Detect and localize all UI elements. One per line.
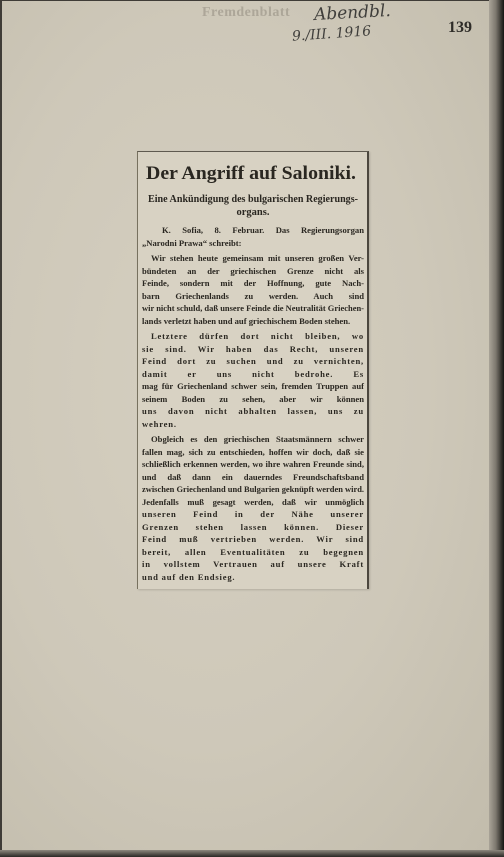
article-line-text: Wir stehen heute gemeinsam mit unseren großen Ver- — [151, 253, 364, 263]
article-line-text: mag für Griechenland schwer sein, fremden Truppen auf — [142, 381, 364, 391]
article-line — [142, 496, 364, 509]
article-line — [142, 302, 364, 315]
article-subtitle-line — [148, 193, 358, 206]
article-line — [142, 458, 364, 471]
article-line — [142, 330, 364, 343]
article-line — [142, 558, 364, 571]
scan-edge-right — [489, 0, 504, 857]
article-line — [142, 237, 364, 250]
archive-page — [2, 1, 489, 850]
article-line-text: bereit, allen Eventualitäten zu begegnen — [142, 546, 364, 557]
page-number: 139 — [448, 19, 472, 36]
article-subtitle — [148, 193, 358, 219]
article-title-line — [146, 162, 356, 186]
article-line-text: Feind dort zu suchen und zu vernichten, — [142, 356, 364, 366]
article-paragraph — [142, 433, 364, 583]
article-line-text: und auf den Endsieg. — [142, 571, 236, 582]
article-subtitle-line — [148, 206, 358, 219]
article-line — [142, 380, 364, 393]
handwritten-edition-note: Abendbl. — [313, 1, 392, 25]
article-line — [142, 418, 364, 431]
article-line — [142, 446, 364, 459]
article-line — [142, 546, 364, 559]
article-line-text: damit er uns nicht bedrohe. Es — [142, 368, 364, 379]
article-line-text: seinem Boden zu sehen, aber wir können — [142, 393, 364, 404]
article-line — [142, 433, 364, 446]
scan-edge-bottom — [0, 850, 504, 857]
article-line-text: Obgleich es den griechischen Staatsmännern schwer — [151, 434, 364, 444]
article-line-text: wir nicht schuld, daß unsere Feinde die Neutralität Griechen- — [142, 303, 364, 313]
article-line-text: wehren. — [142, 418, 177, 429]
article-line-text: unseren Feind in der Nähe unserer — [142, 509, 364, 519]
article-paragraph — [142, 252, 364, 327]
article-line — [142, 521, 364, 534]
article-line — [142, 405, 364, 418]
article-body — [142, 224, 364, 583]
newspaper-clipping — [137, 151, 369, 589]
article-subtitle-text: Eine Ankündigung des bulgarischen Regierungs- — [148, 194, 358, 205]
article-line-text: „Narodni Prawa“ schreibt: — [142, 237, 242, 248]
article-line — [142, 483, 364, 496]
article-line-text: in vollstem Vertrauen auf unsere Kraft — [142, 559, 364, 569]
article-line-text: Letztere dürfen dort nicht bleiben, wo — [151, 331, 364, 341]
article-line-text: bündeten an der griechischen Grenze nicht als — [142, 265, 364, 276]
article-line — [142, 393, 364, 406]
article-line-text: Feinde, sondern mit der Hoffnung, gute Nach- — [142, 278, 364, 288]
handwritten-date: 9./III. 1916 — [291, 23, 372, 45]
article-line-text: Jedenfalls muß gesagt werden, daß wir unmöglich — [142, 496, 364, 507]
article-subtitle-text: organs. — [236, 207, 270, 218]
article-line — [142, 315, 364, 328]
article-line — [142, 252, 364, 265]
article-line — [142, 368, 364, 381]
article-line-text: barn Griechenlands zu werden. Auch sind — [142, 290, 364, 301]
article-line-text: Feind muß vertrieben werden. Wir sind — [142, 534, 364, 544]
article-line-text: K. Sofia, 8. Februar. Das Regierungsorgan — [162, 225, 364, 235]
article-line-text: und daß dann ein dauerndes Freundschaftsband — [142, 471, 364, 482]
article-line — [142, 290, 364, 303]
article-line-text: schließlich erkennen werden, wo ihre wahren Freunde sind, — [142, 459, 364, 469]
article-line — [142, 508, 364, 521]
article-line — [142, 343, 364, 356]
article-line-text: zwischen Griechenland und Bulgarien geknüpft werden wird. — [142, 484, 364, 494]
article-line-text: sie sind. Wir haben das Recht, unseren — [142, 343, 364, 354]
article-paragraph — [142, 330, 364, 430]
article-line — [142, 471, 364, 484]
article-line — [142, 265, 364, 278]
article-line — [142, 224, 364, 237]
article-title — [146, 162, 356, 186]
article-line — [142, 277, 364, 290]
article-line — [142, 533, 364, 546]
article-line-text: fallen mag, sich zu entschieden, hoffen wir doch, daß sie — [142, 446, 364, 457]
article-line-text: uns davon nicht abhalten lassen, uns zu — [142, 406, 364, 416]
article-line-text: lands verletzt haben und auf griechischem Boden stehen. — [142, 315, 351, 326]
article-line — [142, 355, 364, 368]
article-line — [142, 571, 364, 584]
newspaper-stamp: Fremdenblatt — [202, 5, 291, 20]
article-line-text: Grenzen stehen lassen können. Dieser — [142, 521, 364, 532]
article-title-text: Der Angriff auf Saloniki. — [146, 163, 356, 184]
article-paragraph — [142, 224, 364, 249]
